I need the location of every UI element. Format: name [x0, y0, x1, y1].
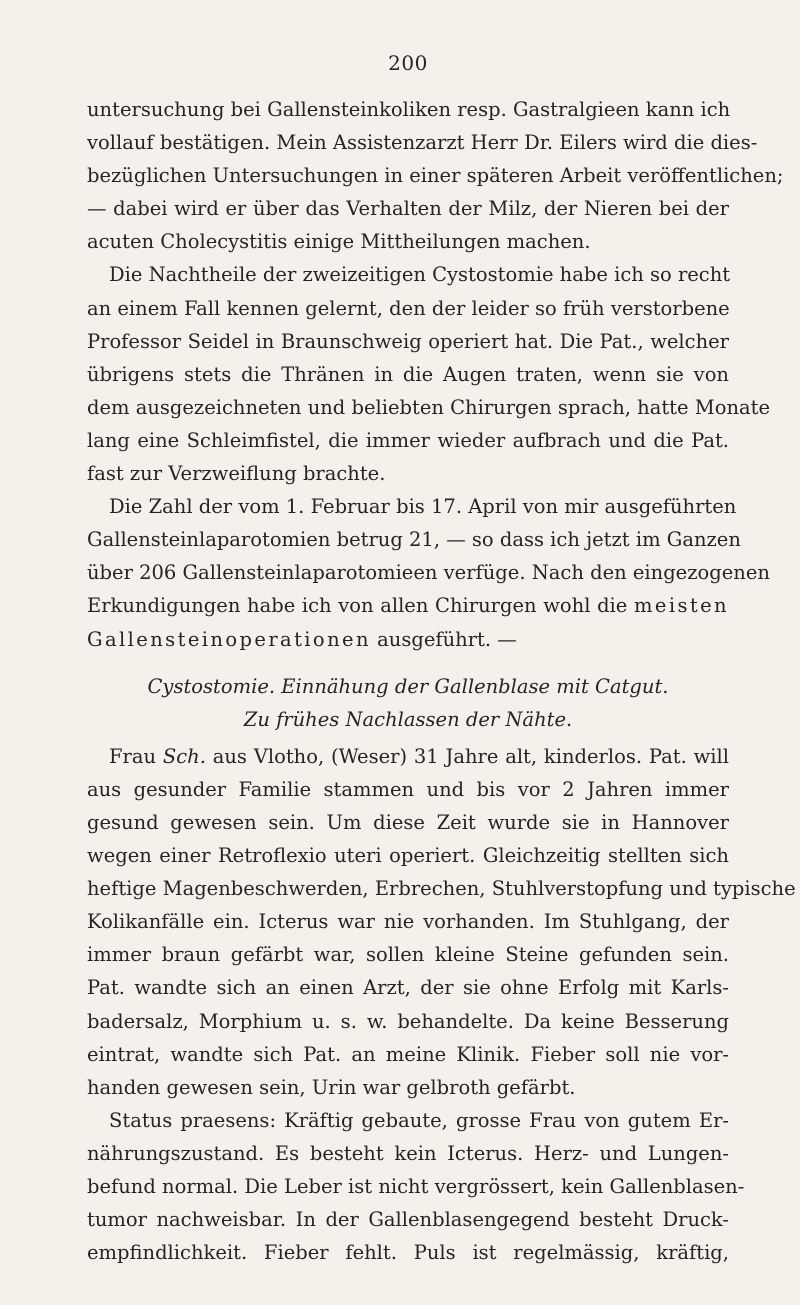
text-line: acuten Cholecystitis einige Mittheilungen machen. [87, 230, 591, 254]
text-line: Pat. wandte sich an einen Arzt, der sie ohne Erfolg mit Karls- [87, 976, 729, 1000]
text-line: über 206 Gallensteinlaparotomieen verfüge. Nach den eingezogenen [87, 561, 770, 585]
text-line [87, 623, 729, 656]
text-run: Frau [109, 744, 157, 768]
text-line: übrigens stets die Thränen in die Augen traten, wenn sie von [87, 362, 729, 386]
text-line: bezüglichen Untersuchungen in einer späteren Arbeit veröffentlichen; [87, 164, 784, 188]
text-line: empfindlichkeit. Fieber fehlt. Puls ist regelmässig, kräftig, [87, 1241, 729, 1265]
text-line: an einem Fall kennen gelernt, den der leider so früh verstorbene [87, 296, 730, 320]
paragraph-3 [87, 490, 770, 655]
text-line: wegen einer Retroflexio uteri operiert. Gleichzeitig stellten sich [87, 844, 729, 868]
text-line: Die Nachtheile der zweizeitigen Cystostomie habe ich so recht [109, 263, 731, 287]
patient-initial: Sch. [162, 744, 206, 768]
text-line: Gallensteinlaparotomien betrug 21, — so dass ich jetzt im Ganzen [87, 528, 741, 552]
heading-line: Zu frühes Nachlassen der Nähte. [243, 707, 573, 731]
text-line: nährungszustand. Es besteht kein Icterus. Herz- und Lungen- [87, 1141, 729, 1165]
heading-line: Cystostomie. Einnähung der Gallenblase mit Catgut. [147, 674, 669, 698]
page-number: 200 [388, 51, 428, 75]
text-run: aus Vlotho, (Weser) 31 Jahre alt, kinderlos. Pat. will [212, 744, 730, 768]
spaced-emphasis: Gallensteinoperationen [87, 627, 371, 651]
paragraph-2 [87, 258, 771, 490]
text-line: Status praesens: Kräftig gebaute, grosse Frau von gutem Er- [109, 1108, 729, 1132]
text-line: aus gesunder Familie stammen und bis vor 2 Jahren immer [87, 777, 729, 801]
text-line: Kolikanfälle ein. Icterus war nie vorhanden. Im Stuhlgang, der [87, 910, 729, 934]
text-line: heftige Magenbeschwerden, Erbrechen, Stuhlverstopfung und typische [87, 877, 796, 901]
text-line: untersuchung bei Gallensteinkoliken resp. Gastralgieen kann ich [87, 98, 731, 121]
text-line: tumor nachweisbar. In der Gallenblasengegend besteht Druck- [87, 1208, 729, 1232]
text-line: — dabei wird er über das Verhalten der Milz, der Nieren bei der [87, 197, 729, 221]
text-line: eintrat, wandte sich Pat. an meine Klinik. Fieber soll nie vor- [87, 1042, 729, 1066]
text-line: badersalz, Morphium u. s. w. behandelte. Da keine Besserung [87, 1009, 729, 1033]
text-line: Die Zahl der vom 1. Februar bis 17. April von mir ausgeführten [109, 495, 737, 519]
text-line: vollauf bestätigen. Mein Assistenzarzt Herr Dr. Eilers wird die dies- [87, 131, 758, 155]
text-line: befund normal. Die Leber ist nicht vergrössert, kein Gallenblasen- [87, 1175, 745, 1198]
paragraph-5 [87, 1104, 745, 1269]
text-line: gesund gewesen sein. Um diese Zeit wurde sie in Hannover [87, 810, 729, 834]
text-line: handen gewesen sein, Urin war gelbroth gefärbt. [87, 1075, 576, 1099]
text-line [87, 589, 729, 622]
text-line: immer braun gefärbt war, sollen kleine Steine gefunden sein. [87, 943, 729, 967]
text-line: Professor Seidel in Braunschweig operiert hat. Die Pat., welcher [87, 329, 729, 353]
text-line: dem ausgezeichneten und beliebten Chirurgen sprach, hatte Monate [87, 395, 771, 419]
spaced-emphasis: meisten [634, 594, 730, 618]
text-run: ausgeführt. — [377, 627, 517, 651]
book-page [87, 46, 796, 1269]
text-line [87, 740, 729, 773]
paragraph-4 [87, 740, 796, 1104]
case-heading [87, 670, 729, 736]
text-line: lang eine Schleimfistel, die immer wieder aufbrach und die Pat. [87, 428, 729, 452]
text-line: fast zur Verzweiflung brachte. [87, 462, 386, 486]
text-run: Erkundigungen habe ich von allen Chirurgen wohl die [87, 594, 628, 618]
paragraph-1 [87, 93, 784, 258]
